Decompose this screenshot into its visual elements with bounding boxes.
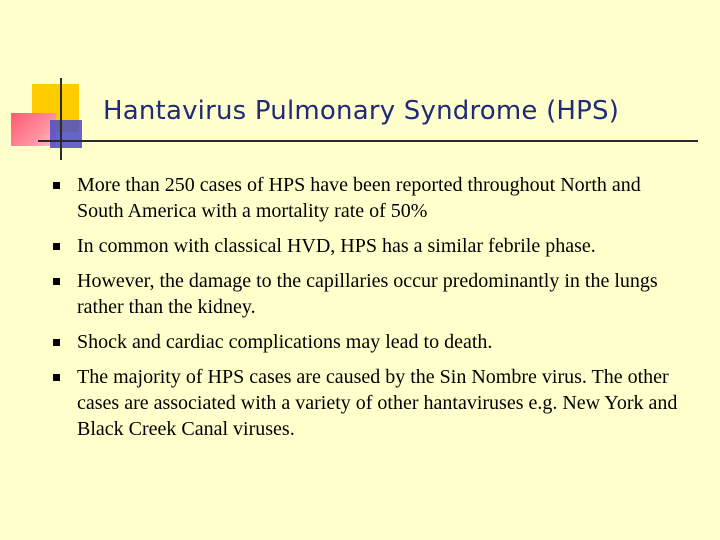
slide-title: Hantavirus Pulmonary Syndrome (HPS) — [103, 96, 620, 126]
bullet-square-icon — [53, 374, 60, 381]
bullet-square-icon — [53, 182, 60, 189]
bullet-square-icon — [53, 339, 60, 346]
bullet-list — [50, 172, 690, 451]
bullet-text: More than 250 cases of HPS have been reported throughout North and South America with a mortality rate of 50% — [77, 174, 641, 222]
bullet-item — [50, 172, 690, 224]
bullet-text: Shock and cardiac complications may lead to death. — [77, 331, 493, 353]
bullet-item — [50, 364, 690, 442]
bullet-text: However, the damage to the capillaries occur predominantly in the lungs rather than the kidney. — [77, 270, 658, 318]
decor-blue-square — [50, 120, 82, 148]
bullet-text: In common with classical HVD, HPS has a similar febrile phase. — [77, 235, 596, 257]
bullet-item — [50, 268, 690, 320]
bullet-square-icon — [53, 278, 60, 285]
title-underline — [38, 140, 698, 142]
bullet-square-icon — [53, 243, 60, 250]
bullet-text: The majority of HPS cases are caused by the Sin Nombre virus. The other cases are associated with a variety of other hantaviruses e.g. New York and Black Creek Canal viruses. — [77, 366, 678, 440]
bullet-item — [50, 233, 690, 259]
bullet-item — [50, 329, 690, 355]
decor-vertical-line — [60, 78, 62, 160]
